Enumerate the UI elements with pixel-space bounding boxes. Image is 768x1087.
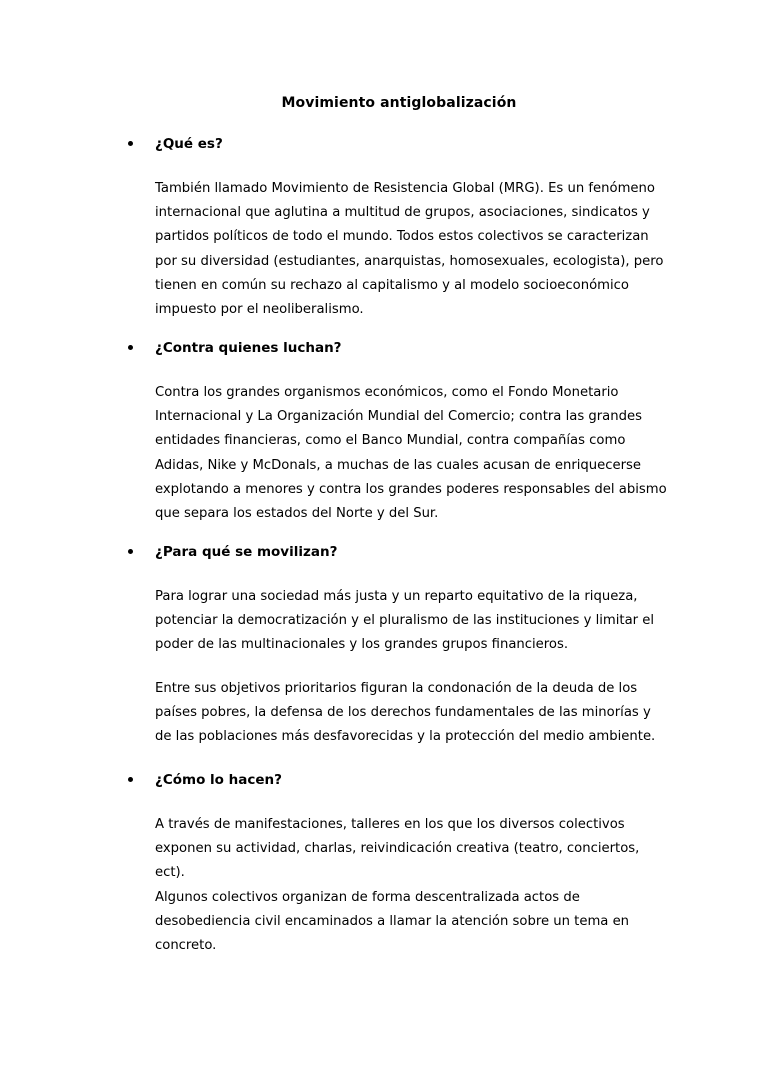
section-heading-text: ¿Qué es? (155, 136, 223, 152)
paragraph-line: impuesto por el neoliberalismo. (155, 301, 364, 317)
document-title-text: Movimiento antiglobalización (281, 95, 517, 111)
paragraph-line: Algunos colectivos organizan de forma descentralizada actos de (155, 889, 580, 905)
section-heading-text: ¿Para qué se movilizan? (155, 544, 338, 560)
paragraph-line: También llamado Movimiento de Resistencia Global (MRG). Es un fenómeno (155, 181, 655, 196)
paragraph-line: tienen en común su rechazo al capitalismo y al modelo socioeconómico (155, 277, 629, 293)
paragraph-line: por su diversidad (estudiantes, anarquistas, homosexuales, ecologista), pero (155, 253, 664, 269)
section-heading-text: ¿Cómo lo hacen? (155, 772, 282, 788)
section-paragraph (155, 677, 675, 750)
paragraph-line: países pobres, la defensa de los derechos fundamentales de las minorías y (155, 705, 651, 721)
bullet-icon (128, 345, 133, 350)
paragraph-line: Entre sus objetivos prioritarios figuran la condonación de la deuda de los (155, 681, 638, 696)
paragraph-line: que separa los estados del Norte y del Sur. (155, 505, 439, 521)
section-paragraph (155, 813, 675, 958)
paragraph-line: de las poblaciones más desfavorecidas y la protección del medio ambiente. (155, 729, 656, 745)
paragraph-line: Internacional y La Organización Mundial del Comercio; contra las grandes (155, 409, 642, 425)
paragraph-line: Adidas, Nike y McDonals, a muchas de las cuales acusan de enriquecerse (155, 457, 642, 473)
paragraph-line: poder de las multinacionales y los grandes grupos financieros. (155, 637, 569, 653)
section-heading-text: ¿Contra quienes luchan? (155, 340, 342, 356)
bullet-icon (128, 549, 133, 554)
document-title (0, 95, 768, 111)
paragraph-line: potenciar la democratización y el pluralismo de las instituciones y limitar el (155, 613, 655, 629)
paragraph-line: A través de manifestaciones, talleres en los que los diversos colectivos (155, 817, 625, 832)
section-paragraph (155, 177, 675, 322)
bullet-icon (128, 141, 133, 146)
paragraph-line: explotando a menores y contra los grandes poderes responsables del abismo (155, 481, 667, 497)
paragraph-line: internacional que aglutina a multitud de grupos, asociaciones, sindicatos y (155, 205, 650, 221)
paragraph-line: Para lograr una sociedad más justa y un reparto equitativo de la riqueza, (155, 589, 638, 604)
paragraph-line: exponen su actividad, charlas, reivindicación creativa (teatro, conciertos, (155, 841, 640, 857)
bullet-icon (128, 777, 133, 782)
section-paragraph (155, 585, 675, 658)
paragraph-line: desobediencia civil encaminados a llamar la atención sobre un tema en (155, 913, 630, 929)
paragraph-line: ect). (155, 865, 185, 881)
paragraph-line: entidades financieras, como el Banco Mundial, contra compañías como (155, 433, 626, 449)
paragraph-line: Contra los grandes organismos económicos, como el Fondo Monetario (155, 385, 619, 400)
paragraph-line: concreto. (155, 937, 217, 953)
paragraph-line: partidos políticos de todo el mundo. Todos estos colectivos se caracterizan (155, 229, 649, 245)
section-paragraph (155, 381, 675, 526)
